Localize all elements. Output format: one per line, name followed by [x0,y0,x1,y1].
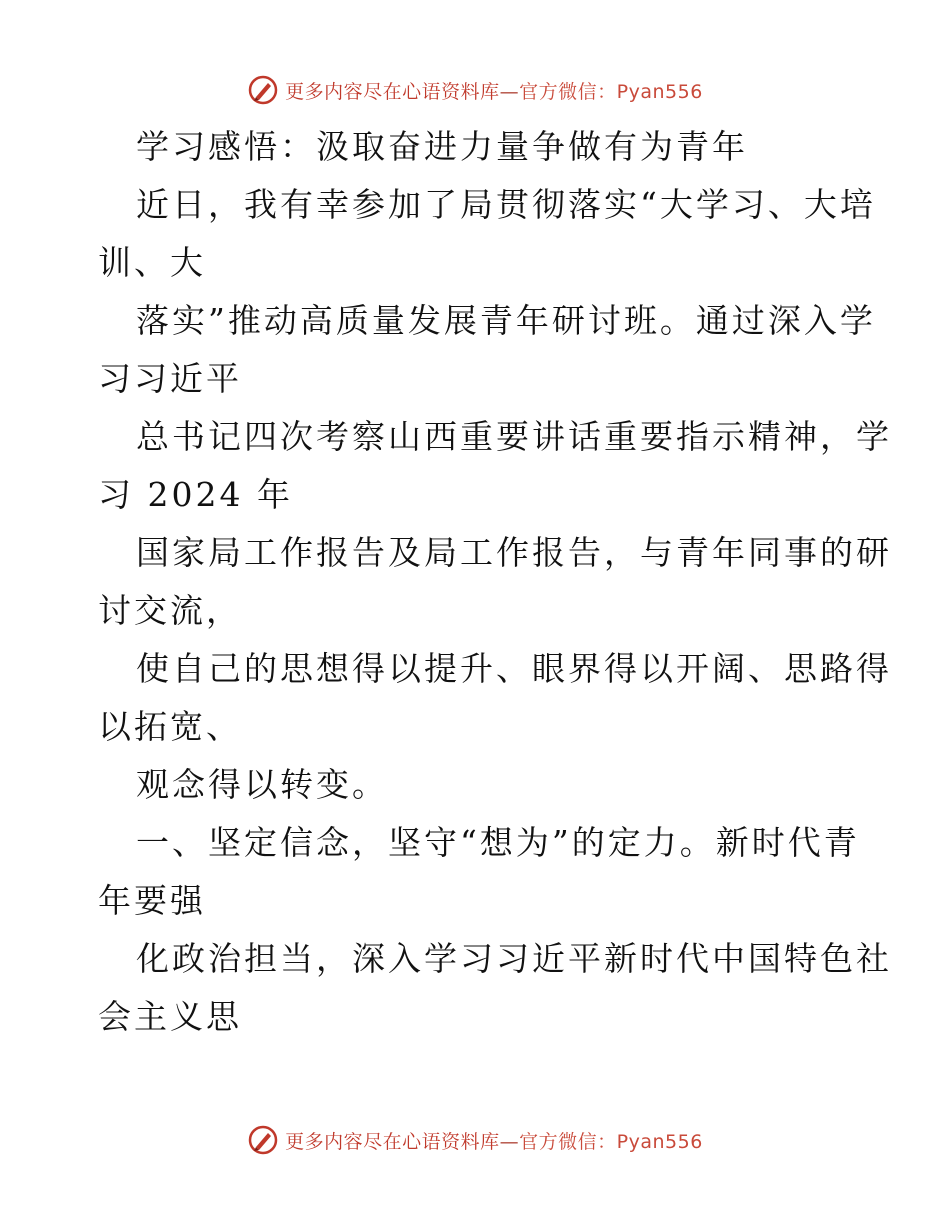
document-line: 以拓宽、 [98,707,242,746]
document-line: 一、坚定信念，坚守“想为”的定力。新时代青 [136,823,860,862]
footer-banner-text [285,1127,703,1154]
document-line: 习 2024 年 [98,475,293,514]
header-banner-wechat: 官方微信：Pyan556 [519,80,703,103]
document-line: 近日，我有幸参加了局贯彻落实“大学习、大培 [136,185,876,224]
document-line: 观念得以转变。 [136,765,388,804]
document-line: 训、大 [98,243,206,282]
document-body [98,118,892,1046]
footer-banner [0,1120,950,1160]
document-line: 化政治担当，深入学习习近平新时代中国特色社 [136,939,892,978]
document-line: 落实”推动高质量发展青年研讨班。通过深入学 [136,301,876,340]
document-line: 会主义思 [98,997,242,1036]
header-banner-title: 更多内容尽在心语资料库 [285,80,500,103]
document-line: 国家局工作报告及局工作报告，与青年同事的研 [136,533,892,572]
footer-banner-separator: — [499,1130,520,1153]
document-line: 学习感悟：汲取奋进力量争做有为青年 [136,127,748,166]
document-line: 总书记四次考察山西重要讲话重要指示精神，学 [136,417,892,456]
footer-banner-wechat: 官方微信：Pyan556 [519,1130,703,1153]
pen-logo-icon [247,74,279,106]
document-line: 使自己的思想得以提升、眼界得以开阔、思路得 [136,649,892,688]
header-banner-text [285,77,703,104]
footer-banner-title: 更多内容尽在心语资料库 [285,1130,500,1153]
pen-logo-icon [247,1124,279,1156]
document-line: 年要强 [98,881,206,920]
document-line: 讨交流， [98,591,242,630]
header-banner-separator: — [499,80,520,103]
document-line: 习习近平 [98,359,242,398]
header-banner [0,70,950,110]
